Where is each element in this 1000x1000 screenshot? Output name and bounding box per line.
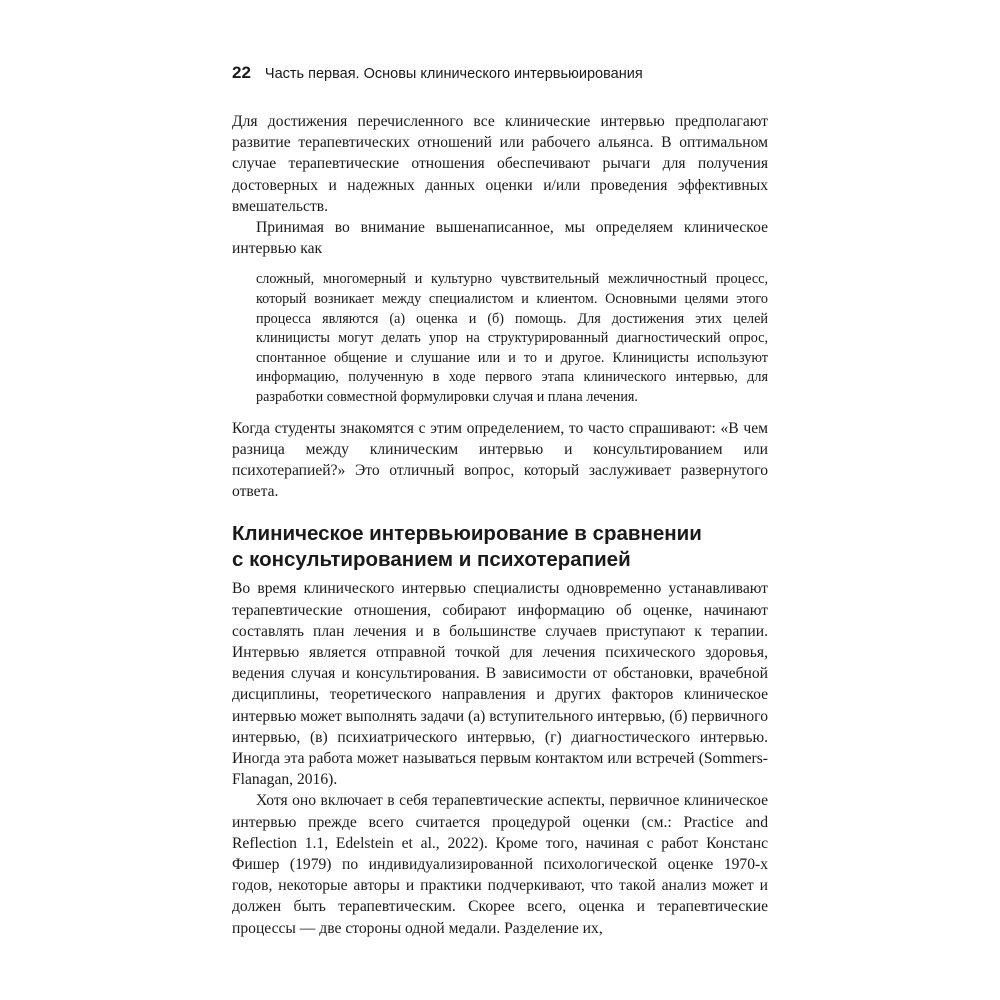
running-header bbox=[232, 62, 768, 84]
running-title: Часть первая. Основы клинического интервьюирования bbox=[264, 66, 643, 82]
book-page bbox=[232, 62, 768, 939]
section-heading-line-1: Клиническое интервьюирование в сравнении bbox=[232, 522, 702, 546]
definition-quote: сложный, многомерный и культурно чувствительный межличностный процесс, который возникает между специалистом и клиентом. Основными целями этого процесса являются (а) оценка и (б) помощь. Для достижения этих целей клиницисты могут делать упор на структурированный диагностический опрос, спонтанное общение и слушание или и то и другое. Клиницисты используют информацию, полученную в ходе первого этапа клинического интервью, для разработки совместной формулировки случая и плана лечения. bbox=[256, 271, 768, 405]
section-heading bbox=[232, 521, 768, 572]
section-paragraph-2: Хотя оно включает в себя терапевтические аспекты, первичное клиническое интервью прежде всего считается процедурой оценки (см.: Practice and Reflection 1.1, Edelstein et al., 2022). Кроме того, начиная с работ Констанс Фишер (1979) по индивидуализированной психологической оценке 1970-х годов, некоторые авторы и практики подчеркивают, что такой анализ может и должен быть терапевтическим. Скорее всего, оценка и терапевтические процессы — две стороны одной медали. Разделение их, bbox=[232, 792, 768, 937]
page-number: 22 bbox=[232, 63, 251, 82]
section-paragraph-1: Во время клинического интервью специалисты одновременно устанавливают терапевтические отношения, собирают информацию об оценке, начинают составлять план лечения и в большинстве случаев приступают к терапии. Интервью является отправной точкой для лечения психического здоровья, ведения случая и консультирования. В зависимости от обстановки, врачебной дисциплины, теоретического направления и других факторов клиническое интервью может выполнять задачи (а) вступительного интервью, (б) первичного интервью, (в) психиатрического интервью, (г) диагностического интервью. Иногда эта работа может называться первым контактом или встречей (Sommers-Flanagan, 2016). bbox=[232, 580, 768, 789]
students-question-paragraph: Когда студенты знакомятся с этим определением, то часто спрашивают: «В чем разница между клиническим интервью и консультированием или психотерапией?» Это отличный вопрос, который заслуживает развернутого ответа. bbox=[232, 419, 768, 501]
definition-lead-paragraph: Принимая во внимание вышенаписанное, мы определяем клиническое интервью как bbox=[232, 219, 768, 258]
section-heading-line-2: с консультированием и психотерапией bbox=[232, 547, 631, 571]
intro-paragraph: Для достижения перечисленного все клинические интервью предполагают развитие терапевтических отношений или рабочего альянса. В оптимальном случае терапевтические отношения обеспечивают рычаги для получения достоверных и надежных данных оценки и/или проведения эффективных вмешательств. bbox=[232, 113, 768, 215]
